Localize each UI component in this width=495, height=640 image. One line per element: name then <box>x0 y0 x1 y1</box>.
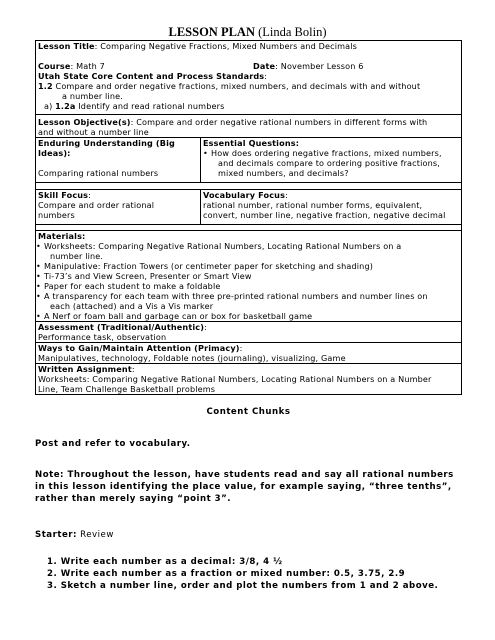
objectives-text: : Compare and order negative rational numbers in different forms with <box>130 117 428 127</box>
standard-text-cont: a number line. <box>62 91 123 101</box>
materials-item <box>36 281 461 291</box>
date-field <box>253 61 364 71</box>
essential-list <box>203 148 459 158</box>
spacer-row <box>35 182 462 189</box>
vocab-colon: : <box>285 190 288 200</box>
starter-label: Starter: <box>35 530 77 540</box>
materials-item-text: Manipulative: Fraction Towers (or centimeter paper for sketching and shading) <box>44 261 374 271</box>
written-text-cont: Line, Team Challenge Basketball problems <box>38 384 216 394</box>
objectives-label: Lesson Objective(s) <box>38 117 131 127</box>
essential-cell <box>200 138 461 182</box>
materials-item <box>36 241 461 251</box>
essential-question-line3: mixed numbers, and decimals? <box>218 168 349 178</box>
essential-question-line1: How does ordering negative fractions, mixed numbers, <box>211 148 442 158</box>
materials-item <box>36 261 461 271</box>
note-line-2: in this lesson identifying the place value, for example saying, “three tenths”, <box>35 482 452 492</box>
materials-item-cont-text: each (attached) and a Vis a Vis marker <box>50 301 214 311</box>
materials-item-cont <box>36 251 461 261</box>
vocab-cell <box>200 190 461 224</box>
standards-line <box>36 71 461 81</box>
lesson-title-label: Lesson Title <box>38 41 95 51</box>
assessment-box <box>35 321 462 342</box>
objectives-line <box>36 117 461 127</box>
materials-item-cont <box>36 301 461 311</box>
title-bold: LESSON PLAN <box>168 25 255 39</box>
written-assignment-box <box>35 363 462 395</box>
essential-question <box>203 148 459 158</box>
note-line-3: rather than merely saying “point 3”. <box>35 494 232 504</box>
written-colon: : <box>131 364 135 374</box>
starter-items <box>35 556 462 592</box>
assessment-label: Assessment (Traditional/Authentic) <box>38 322 205 332</box>
materials-list <box>36 241 461 321</box>
skill-label: Skill Focus <box>38 190 89 200</box>
attention-label: Ways to Gain/Maintain Attention (Primacy) <box>38 343 240 353</box>
attention-box <box>35 342 462 363</box>
skill-colon: : <box>88 190 92 200</box>
starter-item: 3. Sketch a number line, order and plot the numbers from 1 and 2 above. <box>47 581 439 591</box>
lesson-header-box <box>35 40 462 114</box>
title-author: (Linda Bolin) <box>254 25 327 39</box>
vocab-label-line <box>203 190 459 200</box>
essential-question-line2: and decimals compare to ordering positive fractions, <box>218 158 440 168</box>
document-title <box>0 25 495 40</box>
materials-item-text: Ti-73’s and View Screen, Presenter or Smart View <box>44 271 252 281</box>
course-label: Course <box>38 61 71 71</box>
materials-box <box>35 230 462 321</box>
materials-item-text: A Nerf or foam ball and garbage can or box for basketball game <box>44 311 313 321</box>
materials-item-text: Paper for each student to make a foldable <box>44 281 221 291</box>
standard-number: 1.2 <box>38 81 53 91</box>
standard-sub-prefix: a) <box>44 101 56 111</box>
materials-item-text: A transparency for each team with three pre-printed rational numbers and number lines on <box>44 291 428 301</box>
objectives-text-cont: and without a number line <box>38 127 149 137</box>
skill-label-line <box>38 190 198 200</box>
materials-item <box>36 291 461 301</box>
objectives-box <box>35 114 462 137</box>
written-label-line <box>36 364 461 374</box>
starter-item: 2. Write each number as a fraction or mixed number: 0.5, 3.75, 2.9 <box>47 569 406 579</box>
vocab-text-cont: convert, number line, negative fraction, negative decimal <box>203 210 446 220</box>
enduring-text: Comparing rational numbers <box>38 168 159 178</box>
skill-text-cont: numbers <box>38 210 75 220</box>
date-value: : November Lesson 6 <box>275 61 364 71</box>
vocab-label: Vocabulary Focus <box>203 190 286 200</box>
assessment-text: Performance task, observation <box>38 332 167 342</box>
assessment-colon: : <box>204 322 207 332</box>
standard-1-2a <box>36 101 461 111</box>
materials-item <box>36 311 461 321</box>
course-value: : Math 7 <box>70 61 105 71</box>
standards-label: Utah State Core Content and Process Standards <box>38 71 265 81</box>
enduring-label-cont: Ideas): <box>38 148 71 158</box>
attention-text: Manipulatives, technology, Foldable notes (journaling), visualizing, Game <box>38 353 346 363</box>
attention-label-line <box>36 343 461 353</box>
note-paragraph <box>35 469 462 505</box>
materials-item-cont-text: number line. <box>50 251 104 261</box>
skill-text: Compare and order rational <box>38 200 155 210</box>
written-text: Worksheets: Comparing Negative Rational Numbers, Locating Rational Numbers on a Number <box>38 374 432 384</box>
standards-colon: : <box>264 71 268 81</box>
starter-item: 1. Write each number as a decimal: 3/8, 4 ½ <box>47 557 283 567</box>
starter-value: Review <box>76 530 114 540</box>
lesson-title-value: : Comparing Negative Fractions, Mixed Numbers and Decimals <box>94 41 358 51</box>
enduring-label: Enduring Understanding (Big <box>38 138 175 148</box>
standard-text: Compare and order negative fractions, mixed numbers, and decimals with and without <box>52 81 421 91</box>
materials-item <box>36 271 461 281</box>
written-label: Written Assignment <box>38 364 132 374</box>
essential-label: Essential Questions: <box>203 138 300 148</box>
attention-colon: : <box>239 343 243 353</box>
lesson-table <box>35 40 462 395</box>
skill-vocab-row <box>35 189 462 224</box>
standard-1-2 <box>36 81 461 91</box>
standard-sub-number: 1.2a <box>55 101 76 111</box>
enduring-cell <box>36 138 200 182</box>
assessment-label-line <box>36 322 461 332</box>
post-refer-text: Post and refer to vocabulary. <box>35 439 191 449</box>
materials-label: Materials: <box>38 231 86 241</box>
note-line-1: Note: Throughout the lesson, have students read and say all rational numbers <box>35 470 454 480</box>
lesson-title-line <box>36 41 461 51</box>
vocab-text: rational number, rational number forms, equivalent, <box>203 200 423 210</box>
starter-line <box>35 529 462 541</box>
skill-cell <box>36 190 200 224</box>
starter-list <box>35 556 462 592</box>
date-label: Date <box>253 61 276 71</box>
enduring-essential-row <box>35 137 462 182</box>
course-date-line <box>36 61 461 71</box>
standard-sub-text: Identify and read rational numbers <box>75 101 225 111</box>
content-chunks-heading: Content Chunks <box>206 407 291 417</box>
materials-item-text: Worksheets: Comparing Negative Rational Numbers, Locating Rational Numbers on a <box>44 241 402 251</box>
